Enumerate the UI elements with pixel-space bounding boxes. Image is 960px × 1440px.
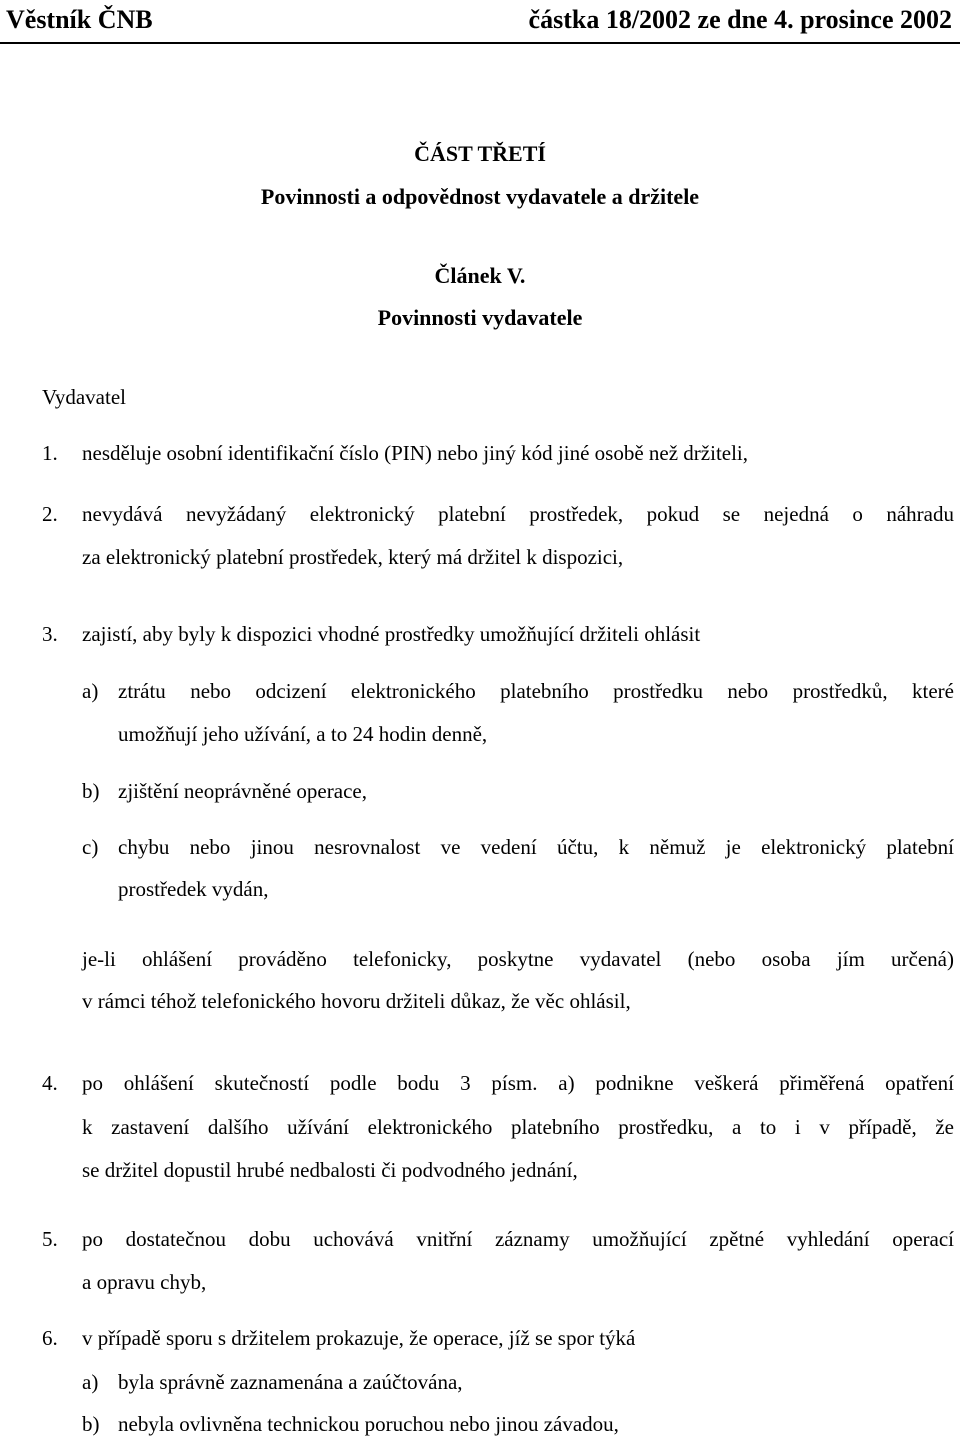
sub-item-letter: a) bbox=[82, 679, 99, 703]
item-text: k zastavení dalšího užívání elektronického platebního prostředku, a to i v případě, že bbox=[82, 1115, 954, 1139]
item-number: 1. bbox=[42, 441, 58, 465]
item-number: 2. bbox=[42, 502, 58, 526]
sub-item-letter: c) bbox=[82, 835, 99, 859]
item-text: zajistí, aby byly k dispozici vhodné prostředky umožňující držiteli ohlásit bbox=[82, 622, 701, 646]
item-note: v rámci téhož telefonického hovoru držiteli důkaz, že věc ohlásil, bbox=[82, 989, 631, 1013]
journal-name: Věstník ČNB bbox=[6, 5, 153, 34]
item-text: po ohlášení skutečností podle bodu 3 písm. a) podnikne veškerá přiměřená opatření bbox=[82, 1071, 954, 1095]
sub-item-text: umožňují jeho užívání, a to 24 hodin denně, bbox=[118, 722, 488, 746]
item-number: 4. bbox=[42, 1071, 58, 1095]
item-number: 3. bbox=[42, 622, 58, 646]
part-title: ČÁST TŘETÍ bbox=[414, 141, 546, 166]
sub-item-text: prostředek vydán, bbox=[118, 877, 269, 901]
article-subtitle: Povinnosti vydavatele bbox=[377, 305, 583, 330]
sub-item-letter: a) bbox=[82, 1370, 99, 1394]
item-text: po dostatečnou dobu uchovává vnitřní záznamy umožňující zpětné vyhledání operací bbox=[82, 1227, 954, 1251]
item-text: nesděluje osobní identifikační číslo (PIN) nebo jiný kód jiné osobě než držiteli, bbox=[82, 441, 749, 465]
issue-info: částka 18/2002 ze dne 4. prosince 2002 bbox=[528, 5, 952, 34]
item-text: a opravu chyb, bbox=[82, 1270, 207, 1294]
item-text: nevydává nevyžádaný elektronický platební prostředek, pokud se nejedná o náhradu bbox=[82, 502, 954, 526]
sub-item-letter: b) bbox=[82, 779, 100, 803]
item-number: 6. bbox=[42, 1326, 58, 1350]
sub-item-text: byla správně zaznamenána a zaúčtována, bbox=[118, 1370, 463, 1394]
intro-text: Vydavatel bbox=[42, 385, 126, 409]
item-text: se držitel dopustil hrubé nedbalosti či podvodného jednání, bbox=[82, 1158, 578, 1182]
item-text: za elektronický platební prostředek, který má držitel k dispozici, bbox=[82, 545, 624, 569]
part-subtitle: Povinnosti a odpovědnost vydavatele a držitele bbox=[260, 184, 700, 209]
sub-item-text: chybu nebo jinou nesrovnalost ve vedení účtu, k němuž je elektronický platební bbox=[118, 835, 954, 859]
item-number: 5. bbox=[42, 1227, 58, 1251]
sub-item-letter: b) bbox=[82, 1412, 100, 1436]
sub-item-text: nebyla ovlivněna technickou poruchou nebo jinou závadou, bbox=[118, 1412, 619, 1436]
header-rule bbox=[0, 42, 960, 44]
article-title: Článek V. bbox=[434, 263, 526, 288]
sub-item-text: zjištění neoprávněné operace, bbox=[118, 779, 367, 803]
item-note: je-li ohlášení prováděno telefonicky, poskytne vydavatel (nebo osoba jím určená) bbox=[82, 947, 954, 971]
item-text: v případě sporu s držitelem prokazuje, že operace, jíž se spor týká bbox=[82, 1326, 636, 1350]
sub-item-text: ztrátu nebo odcizení elektronického platebního prostředku nebo prostředků, které bbox=[118, 679, 954, 703]
